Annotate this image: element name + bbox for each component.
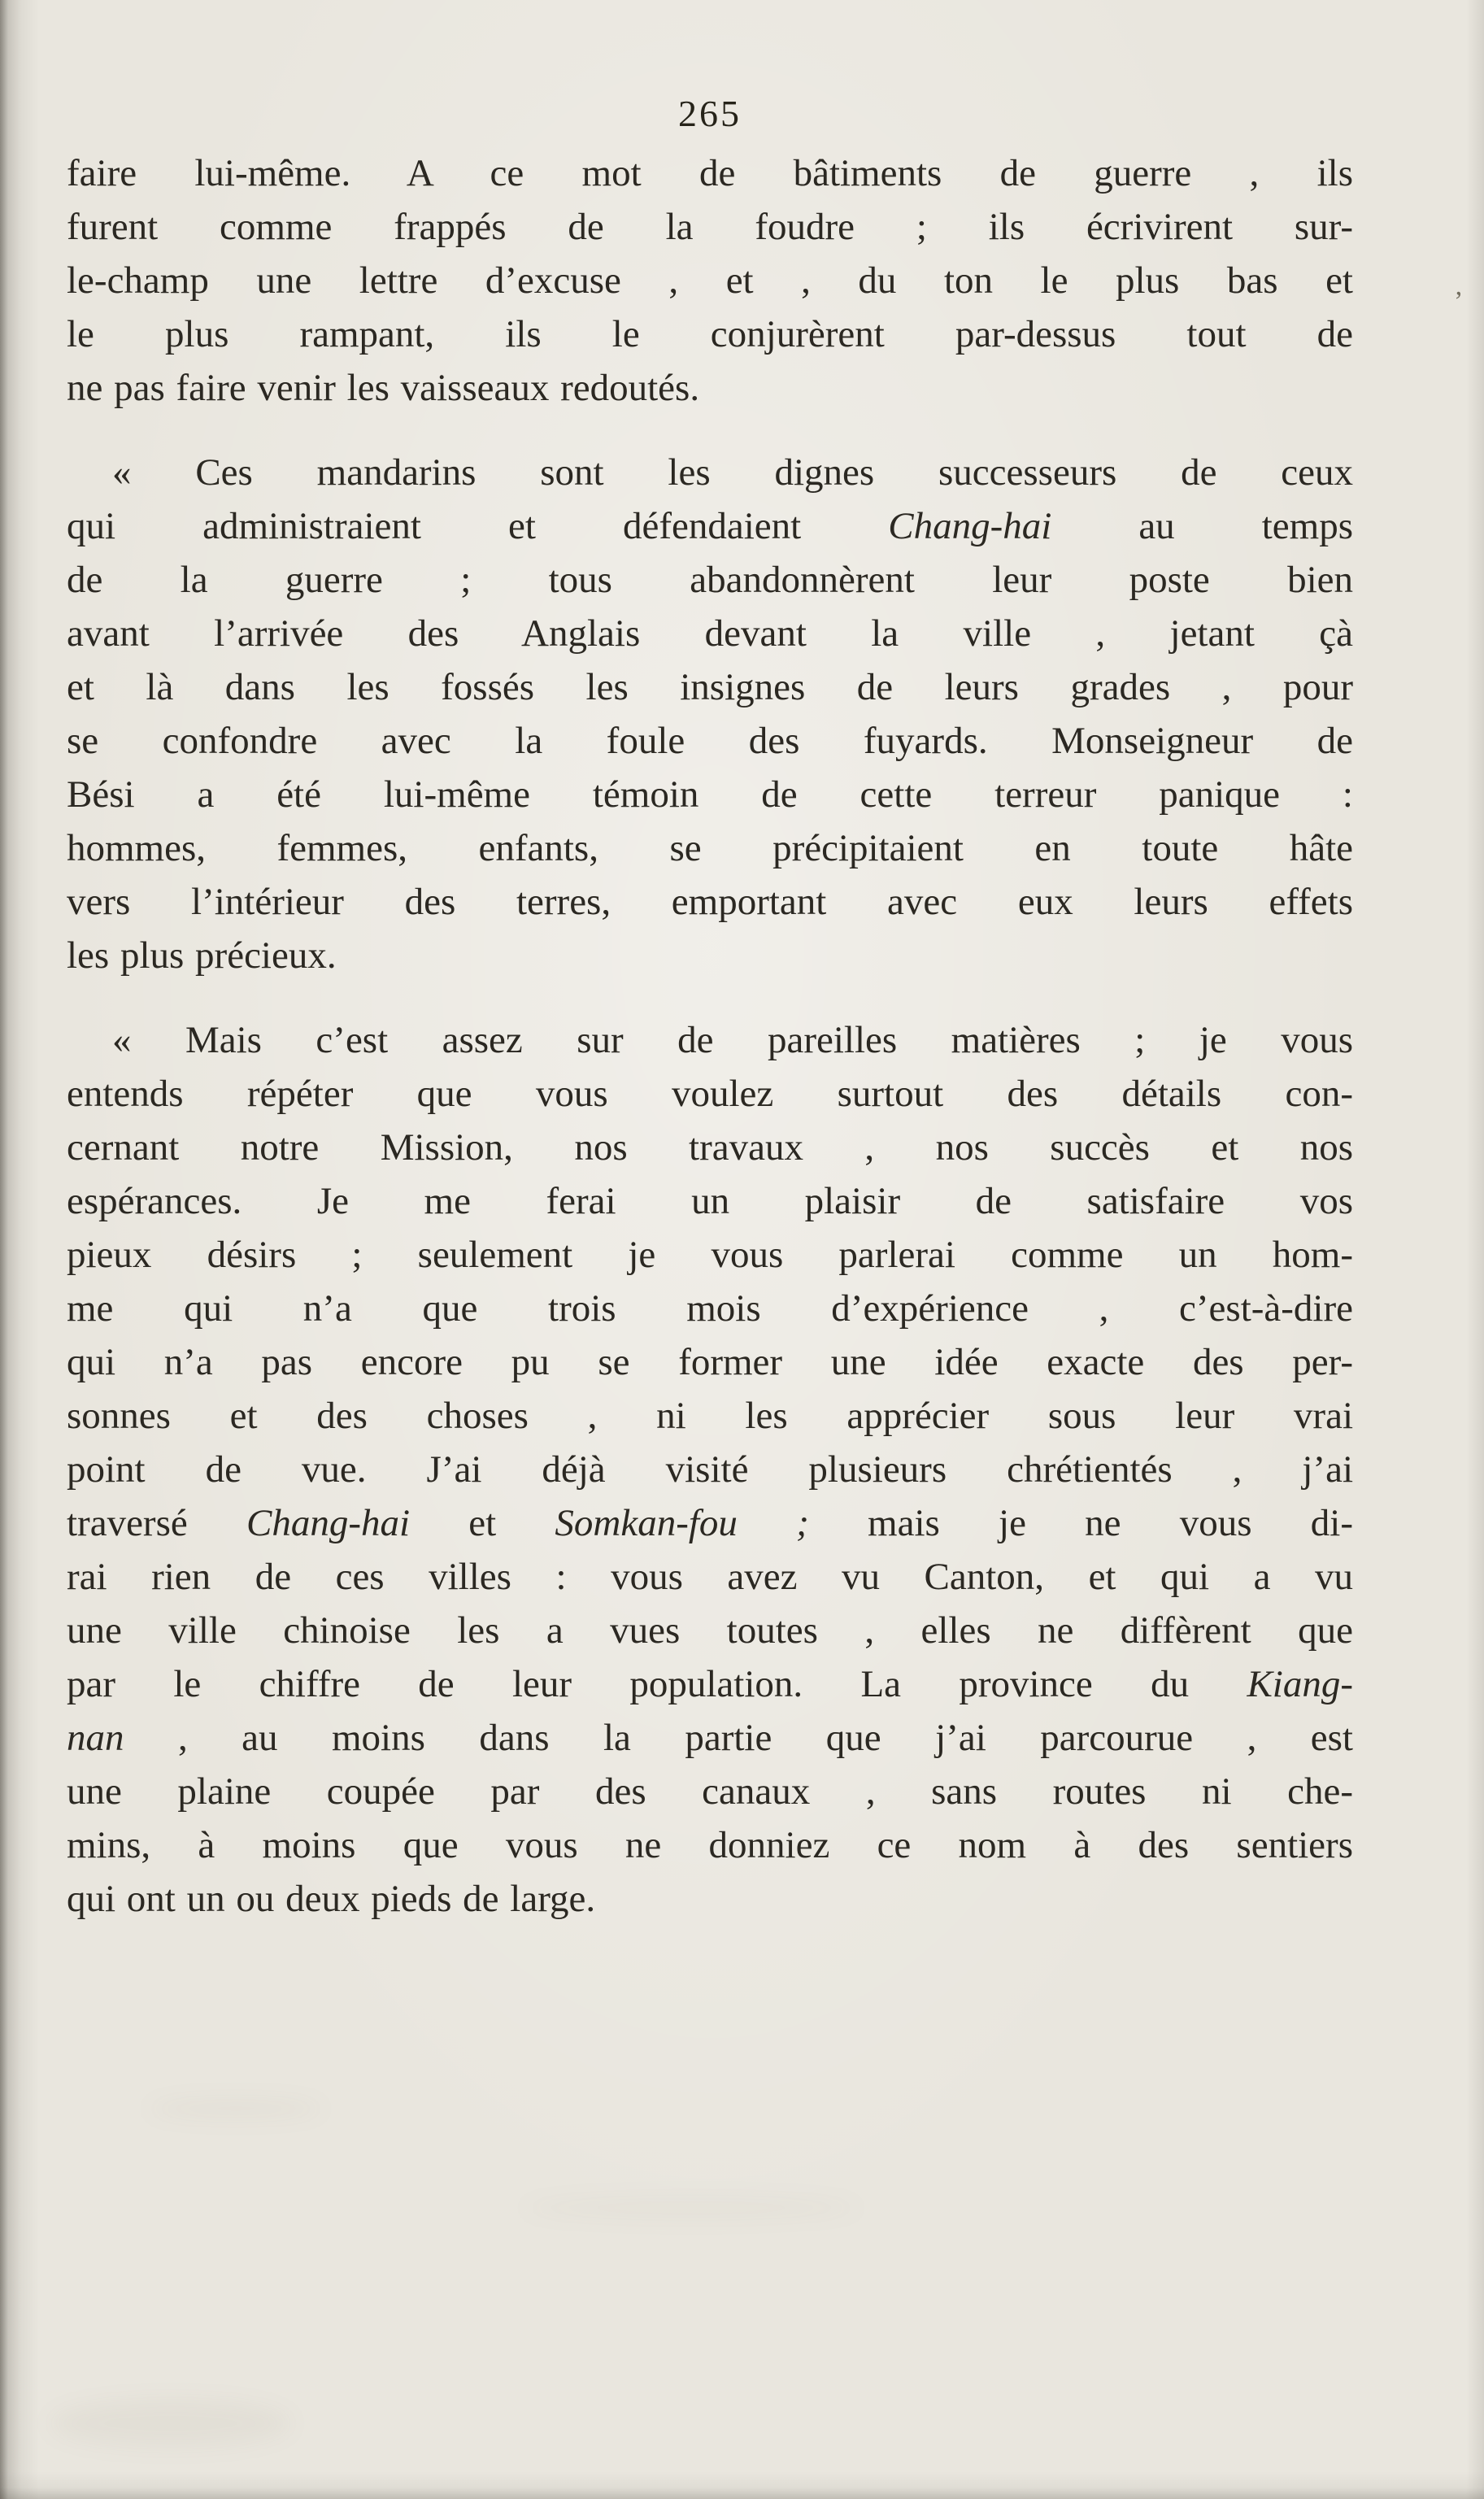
text-segment: de la guerre ; tous abandonnèrent leur poste bien	[67, 559, 1353, 601]
text-line	[67, 1174, 1353, 1228]
text-line	[67, 146, 1353, 200]
text-line	[67, 361, 1353, 415]
italic-text: nan	[67, 1717, 124, 1759]
text-line	[67, 1389, 1353, 1443]
text-line	[67, 660, 1353, 714]
text-segment: cernant notre Mission, nos travaux , nos succès et nos	[67, 1126, 1353, 1169]
text-line	[67, 1228, 1353, 1282]
text-segment: vers l’intérieur des terres, emportant avec eux leurs effets	[67, 881, 1353, 923]
text-segment: sonnes et des choses , ni les apprécier sous leur vrai	[67, 1395, 1353, 1437]
text-segment: pieux désirs ; seulement je vous parlerai comme un hom-	[67, 1234, 1353, 1276]
text-segment: avant l’arrivée des Anglais devant la ville , jetant çà	[67, 612, 1353, 655]
scan-smudge	[146, 2098, 325, 2119]
text-line	[67, 1765, 1353, 1818]
text-line	[67, 1550, 1353, 1604]
text-segment: et là dans les fossés les insignes de leurs grades , pour	[67, 666, 1353, 708]
text-segment: rai rien de ces villes : vous avez vu Canton, et qui a vu	[67, 1556, 1353, 1598]
italic-text: Chang-hai	[888, 505, 1052, 547]
text-line	[67, 714, 1353, 768]
paragraph	[67, 1013, 1353, 1926]
text-segment: les plus précieux.	[67, 934, 337, 977]
scan-artifact-mark: ’	[1454, 286, 1464, 316]
text-line	[67, 1872, 1353, 1926]
text-line	[67, 446, 1353, 499]
text-segment: traversé	[67, 1502, 246, 1544]
text-line	[67, 875, 1353, 929]
text-segment: furent comme frappés de la foudre ; ils écrivirent sur-	[67, 206, 1353, 248]
text-line	[67, 1282, 1353, 1335]
text-line	[67, 553, 1353, 607]
text-segment: hommes, femmes, enfants, se précipitaient en toute hâte	[67, 827, 1353, 869]
text-line	[67, 768, 1353, 821]
text-block	[67, 91, 1353, 1926]
text-segment: faire lui-même. A ce mot de bâtiments de guerre , ils	[67, 152, 1353, 194]
text-line	[67, 1335, 1353, 1389]
text-segment: , au moins dans la partie que j’ai parcourue , est	[124, 1717, 1353, 1759]
text-segment: Bési a été lui-même témoin de cette terreur panique :	[67, 773, 1353, 816]
text-line	[67, 1818, 1353, 1872]
page-number: 265	[678, 93, 742, 134]
text-segment: qui ont un ou deux pieds de large.	[67, 1878, 596, 1920]
text-line	[67, 1013, 1353, 1067]
text-line	[67, 1496, 1353, 1550]
text-segment: qui administraient et défendaient	[67, 505, 889, 547]
text-line	[67, 200, 1353, 254]
text-segment: point de vue. J’ai déjà visité plusieurs chrétientés , j’ai	[67, 1448, 1353, 1491]
text-segment: par le chiffre de leur population. La province du	[67, 1663, 1247, 1705]
text-segment: se confondre avec la foule des fuyards. Monseigneur de	[67, 720, 1353, 762]
text-segment: et	[410, 1502, 555, 1544]
text-line	[67, 1067, 1353, 1121]
text-segment: ne pas faire venir les vaisseaux redoutés.	[67, 367, 700, 409]
paragraph	[67, 446, 1353, 982]
text-segment: le-champ une lettre d’excuse , et , du ton le plus bas et	[67, 259, 1353, 302]
text-segment: au temps	[1051, 505, 1353, 547]
text-segment: mins, à moins que vous ne donniez ce nom à des sentiers	[67, 1824, 1353, 1866]
text-segment: me qui n’a que trois mois d’expérience , c’est-à-dire	[67, 1287, 1353, 1330]
text-line	[67, 1657, 1353, 1711]
paragraph	[67, 146, 1353, 415]
text-line	[67, 254, 1353, 307]
text-segment: « Mais c’est assez sur de pareilles matières ; je vous	[112, 1019, 1353, 1061]
text-line	[67, 1604, 1353, 1657]
text-line	[67, 1121, 1353, 1174]
italic-text: Chang-hai	[246, 1502, 411, 1544]
italic-text: Somkan-fou ;	[555, 1502, 809, 1544]
text-segment: qui n’a pas encore pu se former une idée exacte des per-	[67, 1341, 1353, 1383]
text-line	[67, 1443, 1353, 1496]
text-segment: entends répéter que vous voulez surtout des détails con-	[67, 1073, 1353, 1115]
text-line	[67, 607, 1353, 660]
text-line	[67, 821, 1353, 875]
scan-smudge	[520, 2196, 862, 2220]
text-line	[67, 929, 1353, 982]
text-segment: une ville chinoise les a vues toutes , elles ne diffèrent que	[67, 1609, 1353, 1652]
text-segment: mais je ne vous di-	[808, 1502, 1353, 1544]
scan-smudge	[49, 2399, 293, 2448]
italic-text: Kiang-	[1247, 1663, 1353, 1705]
text-segment: « Ces mandarins sont les dignes successeurs de ceux	[112, 451, 1353, 494]
text-line	[67, 499, 1353, 553]
text-segment: le plus rampant, ils le conjurèrent par-dessus tout de	[67, 313, 1353, 355]
text-segment: espérances. Je me ferai un plaisir de satisfaire vos	[67, 1180, 1353, 1222]
text-line	[67, 307, 1353, 361]
text-segment: une plaine coupée par des canaux , sans routes ni che-	[67, 1770, 1353, 1813]
text-line	[67, 1711, 1353, 1765]
